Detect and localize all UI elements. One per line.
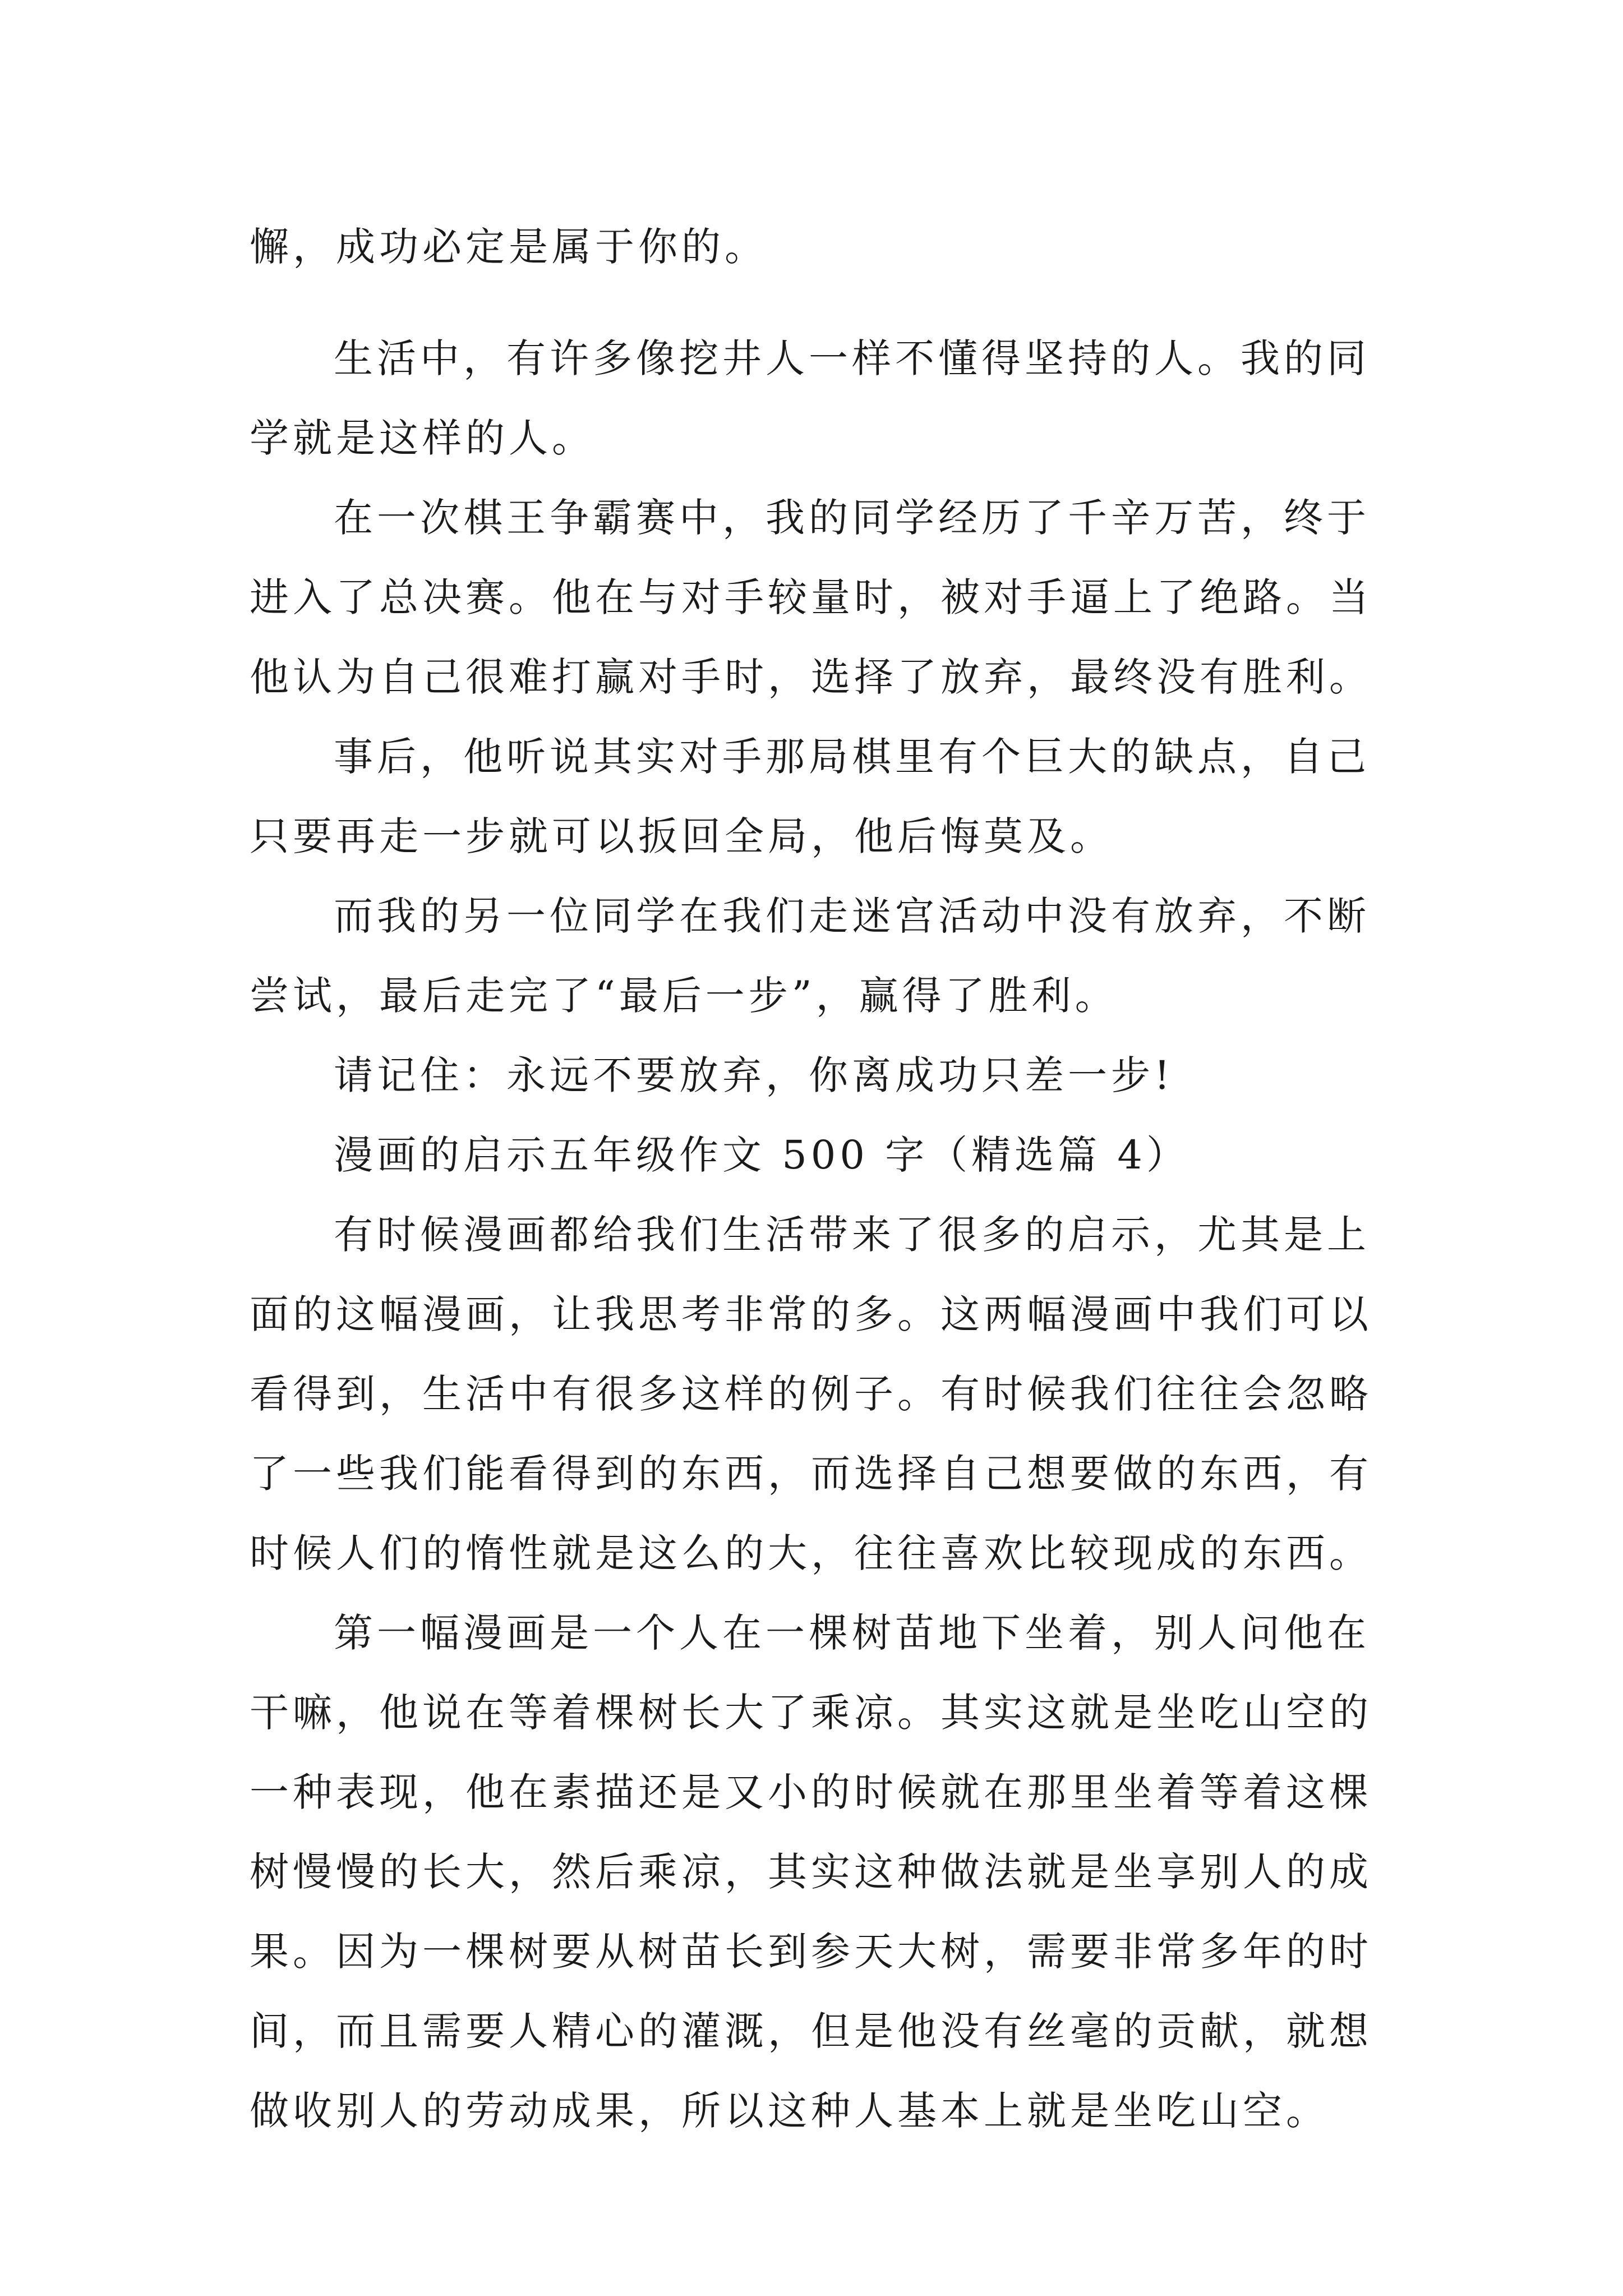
text-line: 做收别人的劳动成果，所以这种人基本上就是坐吃山空。 <box>250 2088 1329 2134</box>
text-line: 一种表现，他在素描还是又小的时候就在那里坐着等着这棵 <box>250 1769 1372 1815</box>
paragraph-start: 而我的另一位同学在我们走迷宫活动中没有放弃，不断 <box>334 893 1370 939</box>
text-line: 学就是这样的人。 <box>250 415 595 461</box>
text-line: 尝试，最后走完了“最后一步”，赢得了胜利。 <box>250 973 1118 1019</box>
paragraph-start: 有时候漫画都给我们生活带来了很多的启示，尤其是上 <box>334 1212 1370 1258</box>
text-line: 进入了总决赛。他在与对手较量时，被对手逼上了绝路。当 <box>250 574 1372 620</box>
paragraph-start: 第一幅漫画是一个人在一棵树苗地下坐着，别人问他在 <box>334 1610 1370 1656</box>
paragraph-start: 在一次棋王争霸赛中，我的同学经历了千辛万苦，终于 <box>334 495 1370 541</box>
text-line: 树慢慢的长大，然后乘凉，其实这种做法就是坐享别人的成 <box>250 1849 1372 1895</box>
text-line: 面的这幅漫画，让我思考非常的多。这两幅漫画中我们可以 <box>250 1291 1372 1337</box>
paragraph-start: 事后，他听说其实对手那局棋里有个巨大的缺点，自己 <box>334 734 1370 780</box>
text-line: 了一些我们能看得到的东西，而选择自己想要做的东西，有 <box>250 1451 1372 1497</box>
paragraph-start: 生活中，有许多像挖井人一样不懂得坚持的人。我的同 <box>334 335 1370 381</box>
text-line: 看得到，生活中有很多这样的例子。有时候我们往往会忽略 <box>250 1371 1372 1417</box>
section-heading: 漫画的启示五年级作文 500 字（精选篇 4） <box>334 1132 1189 1178</box>
text-line: 他认为自己很难打赢对手时，选择了放弃，最终没有胜利。 <box>250 654 1372 700</box>
text-line: 果。因为一棵树要从树苗长到参天大树，需要非常多年的时 <box>250 1929 1372 1975</box>
text-line: 时候人们的惰性就是这么的大，往往喜欢比较现成的东西。 <box>250 1530 1372 1576</box>
text-line: 干嘛，他说在等着棵树长大了乘凉。其实这就是坐吃山空的 <box>250 1690 1372 1736</box>
paragraph-start: 请记住：永远不要放弃，你离成功只差一步! <box>334 1052 1174 1098</box>
text-line: 懈，成功必定是属于你的。 <box>250 224 768 270</box>
text-line: 间，而且需要人精心的灌溉，但是他没有丝毫的贡献，就想 <box>250 2008 1372 2054</box>
text-line: 只要再走一步就可以扳回全局，他后悔莫及。 <box>250 813 1113 859</box>
